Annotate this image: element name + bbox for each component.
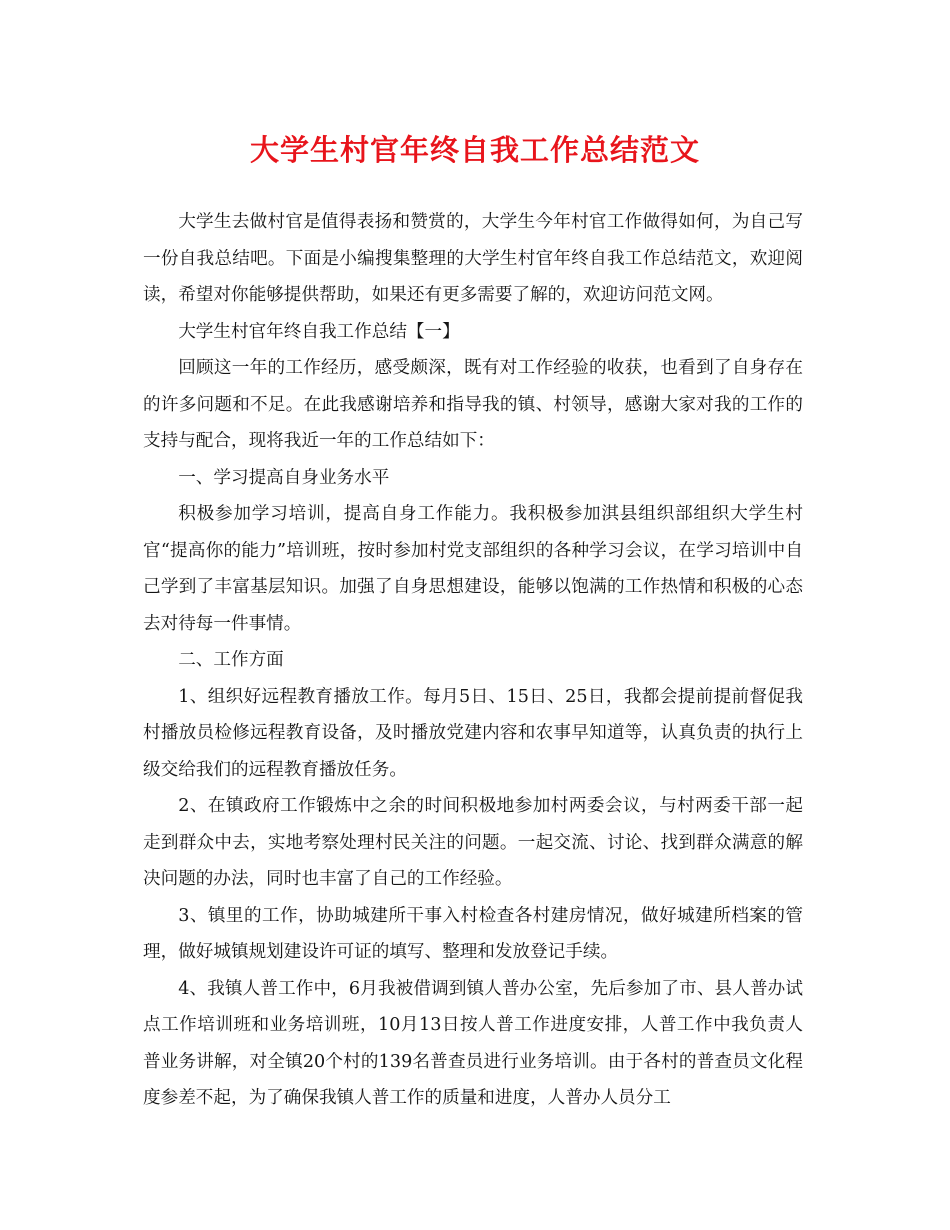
paragraph-training: 积极参加学习培训，提高自身工作能力。我积极参加淇县组织部组织大学生村官“提高你的能力”培训班，按时参加村党支部组织的各种学习会议，在学习培训中自己学到了丰富基层知识。加强了自身思想建设，能够以饱满的工作热情和积极的心态去对待每一件事情。 xyxy=(143,504,803,634)
paragraph-intro: 大学生去做村官是值得表扬和赞赏的，大学生今年村官工作做得如何，为自己写一份自我总结吧。下面是小编搜集整理的大学生村官年终自我工作总结范文，欢迎阅读，希望对你能够提供帮助，如果还有更多需要了解的，欢迎访问范文网。 xyxy=(143,212,803,305)
document-title: 大学生村官年终自我工作总结范文 xyxy=(249,133,700,167)
paragraph-work-item-3: 3、镇里的工作，协助城建所干事入村检查各村建房情况，做好城建所档案的管理，做好城镇规划建设许可证的填写、整理和发放登记手续。 xyxy=(143,905,803,962)
section-heading-study: 一、学习提高自身业务水平 xyxy=(178,467,390,488)
paragraph-work-item-4: 4、我镇人普工作中，6月我被借调到镇人普办公室，先后参加了市、县人普办试点工作培训班和业务培训班，10月13日按人普工作进度安排，人普工作中我负责人普业务讲解，对全镇20个村的139名普查员进行业务培训。由于各村的普查员文化程度参差不起，为了确保我镇人普工作的质量和进度，人普办人员分工 xyxy=(143,978,803,1108)
paragraph-review: 回顾这一年的工作经历，感受颇深，既有对工作经验的收获，也看到了自身存在的许多问题和不足。在此我感谢培养和指导我的镇、村领导，感谢大家对我的工作的支持与配合，现将我近一年的工作总结如下： xyxy=(143,358,803,451)
section-heading-work: 二、工作方面 xyxy=(178,650,284,670)
document-body xyxy=(143,204,803,1117)
paragraph-work-item-1: 1、组织好远程教育播放工作。每月5日、15日、25日，我都会提前提前督促我村播放员检修远程教育设备，及时播放党建内容和农事早知道等，认真负责的执行上级交给我们的远程教育播放任务。 xyxy=(143,686,803,780)
paragraph-work-item-2: 2、在镇政府工作锻炼中之余的时间积极地参加村两委会议，与村两委干部一起走到群众中去，实地考察处理村民关注的问题。一起交流、讨论、找到群众满意的解决问题的办法，同时也丰富了自己的工作经验。 xyxy=(143,796,803,889)
section-heading-summary-one: 大学生村官年终自我工作总结【一】 xyxy=(178,321,460,342)
